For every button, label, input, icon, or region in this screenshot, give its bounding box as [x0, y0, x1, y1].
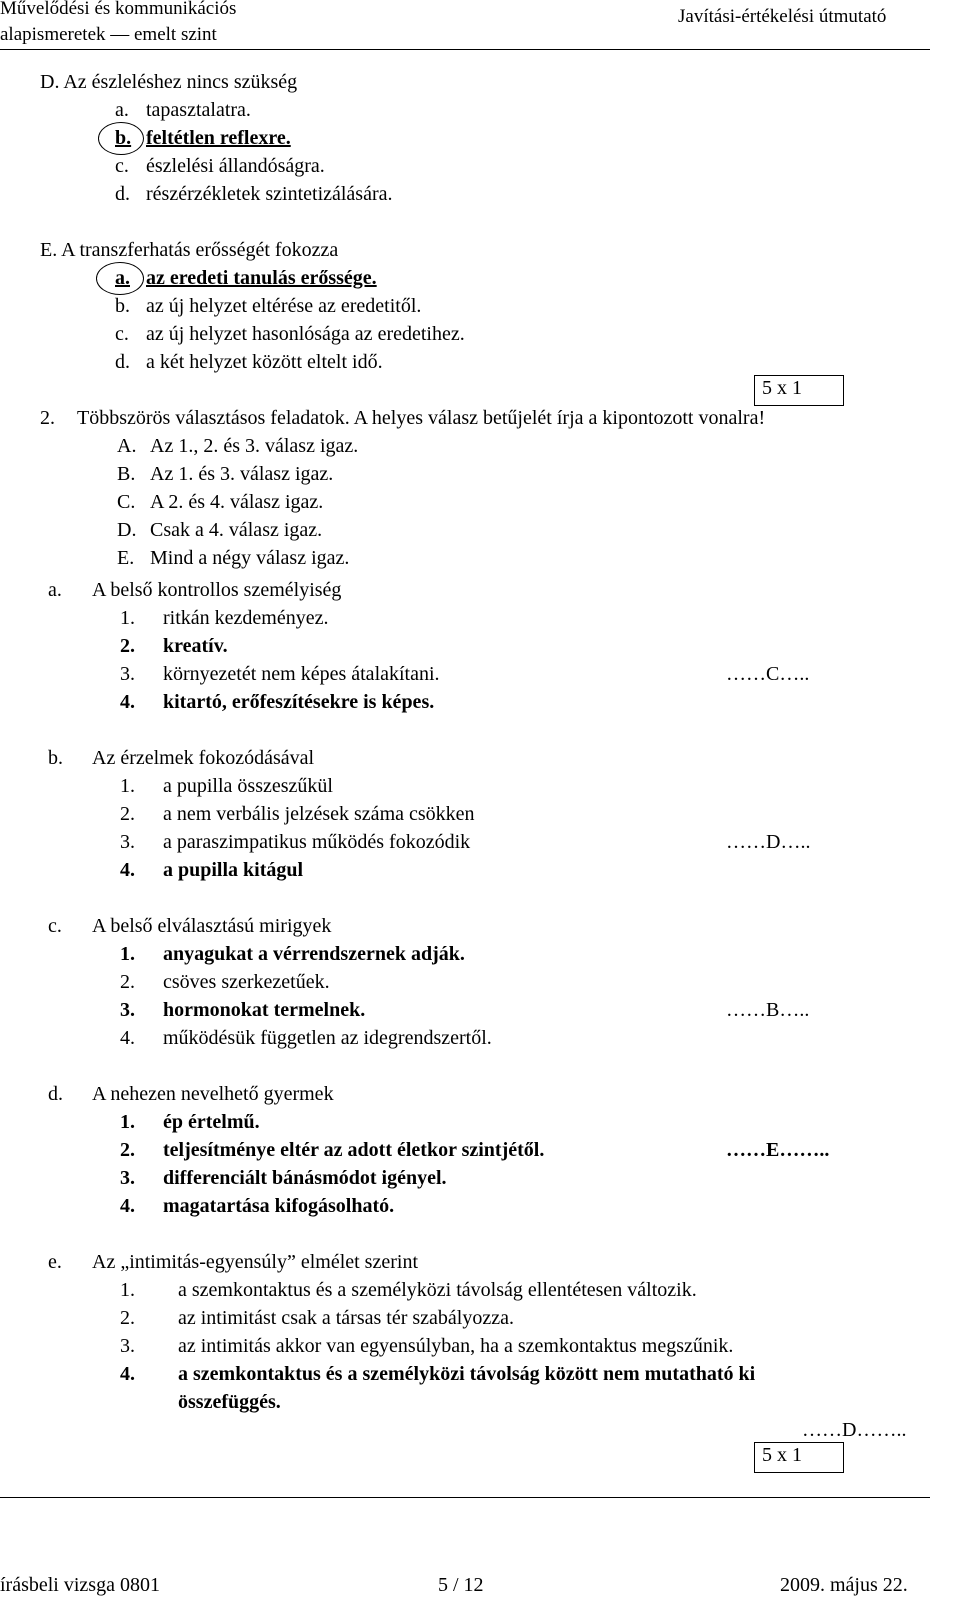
- option-letter: b.: [115, 127, 132, 149]
- key-text: Mind a négy válasz igaz.: [150, 547, 350, 569]
- item-option-text: az intimitás akkor van egyensúlyban, ha a szemkontaktus megszűnik.: [178, 1335, 734, 1357]
- question-number: 2.: [40, 407, 55, 429]
- footer-date: 2009. május 22.: [780, 1574, 908, 1596]
- key-text: A 2. és 4. válasz igaz.: [150, 491, 324, 513]
- item-option-number: 3.: [120, 831, 135, 853]
- item-stem: A belső elválasztású mirigyek: [92, 915, 332, 937]
- item-option-number: 1.: [120, 1111, 135, 1133]
- item-option-number: 1.: [120, 943, 135, 965]
- item-stem: Az „intimitás-egyensúly” elmélet szerint: [92, 1251, 418, 1273]
- item-option-number: 2.: [120, 971, 135, 993]
- item-letter: c.: [48, 915, 62, 937]
- item-option-text: teljesítménye eltér az adott életkor szintjétől.: [163, 1139, 545, 1161]
- key-letter: E.: [117, 547, 135, 569]
- key-letter: B.: [117, 463, 136, 485]
- header-title: Javítási-értékelési útmutató: [678, 6, 887, 27]
- item-option-number: 4.: [120, 1027, 135, 1049]
- score-box: 5 x 1: [754, 1442, 844, 1473]
- item-answer: ……D…..: [726, 831, 811, 853]
- option-text: az új helyzet hasonlósága az eredetihez.: [146, 323, 465, 345]
- item-option-text: a szemkontaktus és a személyközi távolság ellentétesen változik.: [178, 1279, 697, 1301]
- option-letter: d.: [115, 183, 130, 205]
- option-text: a két helyzet között eltelt idő.: [146, 351, 383, 373]
- key-letter: D.: [117, 519, 137, 541]
- item-option-number: 4.: [120, 1195, 135, 1217]
- key-letter: A.: [117, 435, 137, 457]
- header-subject-line2: alapismeretek — emelt szint: [0, 24, 217, 45]
- option-letter: c.: [115, 323, 129, 345]
- item-option-text: ritkán kezdeményez.: [163, 607, 329, 629]
- header-rule: [0, 49, 930, 50]
- item-option-text: kreatív.: [163, 635, 228, 657]
- item-option-text: ép értelmű.: [163, 1111, 260, 1133]
- item-answer: ……D……..: [802, 1419, 907, 1441]
- option-letter: a.: [115, 99, 129, 121]
- item-option-text-continued: összefüggés.: [178, 1391, 281, 1413]
- question-instruction: Többszörös választásos feladatok. A helyes válasz betűjelét írja a kipontozott vonalra!: [77, 407, 766, 429]
- footer-rule: [0, 1497, 930, 1498]
- item-stem: Az érzelmek fokozódásával: [92, 747, 315, 769]
- option-text-correct: feltétlen reflexre.: [146, 127, 291, 149]
- option-text: az új helyzet eltérése az eredetitől.: [146, 295, 422, 317]
- question-d-stem: D. Az észleléshez nincs szükség: [40, 71, 298, 93]
- question-e-stem: E. A transzferhatás erősségét fokozza: [40, 239, 339, 261]
- item-answer: ……E……..: [726, 1139, 830, 1161]
- footer-page-number: 5 / 12: [438, 1574, 484, 1596]
- key-text: Csak a 4. válasz igaz.: [150, 519, 323, 541]
- item-option-text: a pupilla kitágul: [163, 859, 304, 881]
- item-option-number: 2.: [120, 1139, 135, 1161]
- option-text: tapasztalatra.: [146, 99, 251, 121]
- item-stem: A belső kontrollos személyiség: [92, 579, 342, 601]
- item-letter: a.: [48, 579, 62, 601]
- option-letter: d.: [115, 351, 130, 373]
- item-option-text: csöves szerkezetűek.: [163, 971, 330, 993]
- item-option-number: 1.: [120, 607, 135, 629]
- item-option-text: az intimitást csak a társas tér szabályozza.: [178, 1307, 514, 1329]
- item-answer: ……C…..: [726, 663, 810, 685]
- item-option-text: differenciált bánásmódot igényel.: [163, 1167, 447, 1189]
- item-option-text: a szemkontaktus és a személyközi távolság között nem mutatható ki: [178, 1363, 756, 1385]
- item-option-number: 3.: [120, 1335, 135, 1357]
- key-text: Az 1., 2. és 3. válasz igaz.: [150, 435, 359, 457]
- item-option-text: hormonokat termelnek.: [163, 999, 366, 1021]
- key-letter: C.: [117, 491, 136, 513]
- option-letter: a.: [115, 267, 130, 289]
- item-answer: ……B…..: [726, 999, 810, 1021]
- option-letter: b.: [115, 295, 130, 317]
- item-option-number: 1.: [120, 775, 135, 797]
- score-box: 5 x 1: [754, 375, 844, 406]
- item-option-text: a paraszimpatikus működés fokozódik: [163, 831, 471, 853]
- item-option-number: 4.: [120, 691, 135, 713]
- item-option-number: 3.: [120, 999, 135, 1021]
- footer-exam-code: írásbeli vizsga 0801: [0, 1574, 160, 1596]
- item-option-text: működésük független az idegrendszertől.: [163, 1027, 492, 1049]
- item-option-text: a pupilla összeszűkül: [163, 775, 333, 797]
- item-letter: e.: [48, 1251, 62, 1273]
- option-letter: c.: [115, 155, 129, 177]
- item-option-text: kitartó, erőfeszítésekre is képes.: [163, 691, 435, 713]
- item-option-number: 1.: [120, 1279, 135, 1301]
- key-text: Az 1. és 3. válasz igaz.: [150, 463, 334, 485]
- item-option-number: 4.: [120, 859, 135, 881]
- header-subject-line1: Művelődési és kommunikációs: [0, 0, 237, 19]
- item-option-number: 2.: [120, 635, 135, 657]
- item-option-number: 2.: [120, 1307, 135, 1329]
- item-letter: b.: [48, 747, 63, 769]
- item-option-text: anyagukat a vérrendszernek adják.: [163, 943, 465, 965]
- option-text-correct: az eredeti tanulás erőssége.: [146, 267, 377, 289]
- item-option-text: magatartása kifogásolható.: [163, 1195, 395, 1217]
- item-option-text: a nem verbális jelzések száma csökken: [163, 803, 475, 825]
- item-letter: d.: [48, 1083, 63, 1105]
- item-option-number: 4.: [120, 1363, 135, 1385]
- item-option-number: 2.: [120, 803, 135, 825]
- item-option-number: 3.: [120, 1167, 135, 1189]
- item-option-text: környezetét nem képes átalakítani.: [163, 663, 440, 685]
- option-text: részérzékletek szintetizálására.: [146, 183, 393, 205]
- item-stem: A nehezen nevelhető gyermek: [92, 1083, 334, 1105]
- item-option-number: 3.: [120, 663, 135, 685]
- option-text: észlelési állandóságra.: [146, 155, 325, 177]
